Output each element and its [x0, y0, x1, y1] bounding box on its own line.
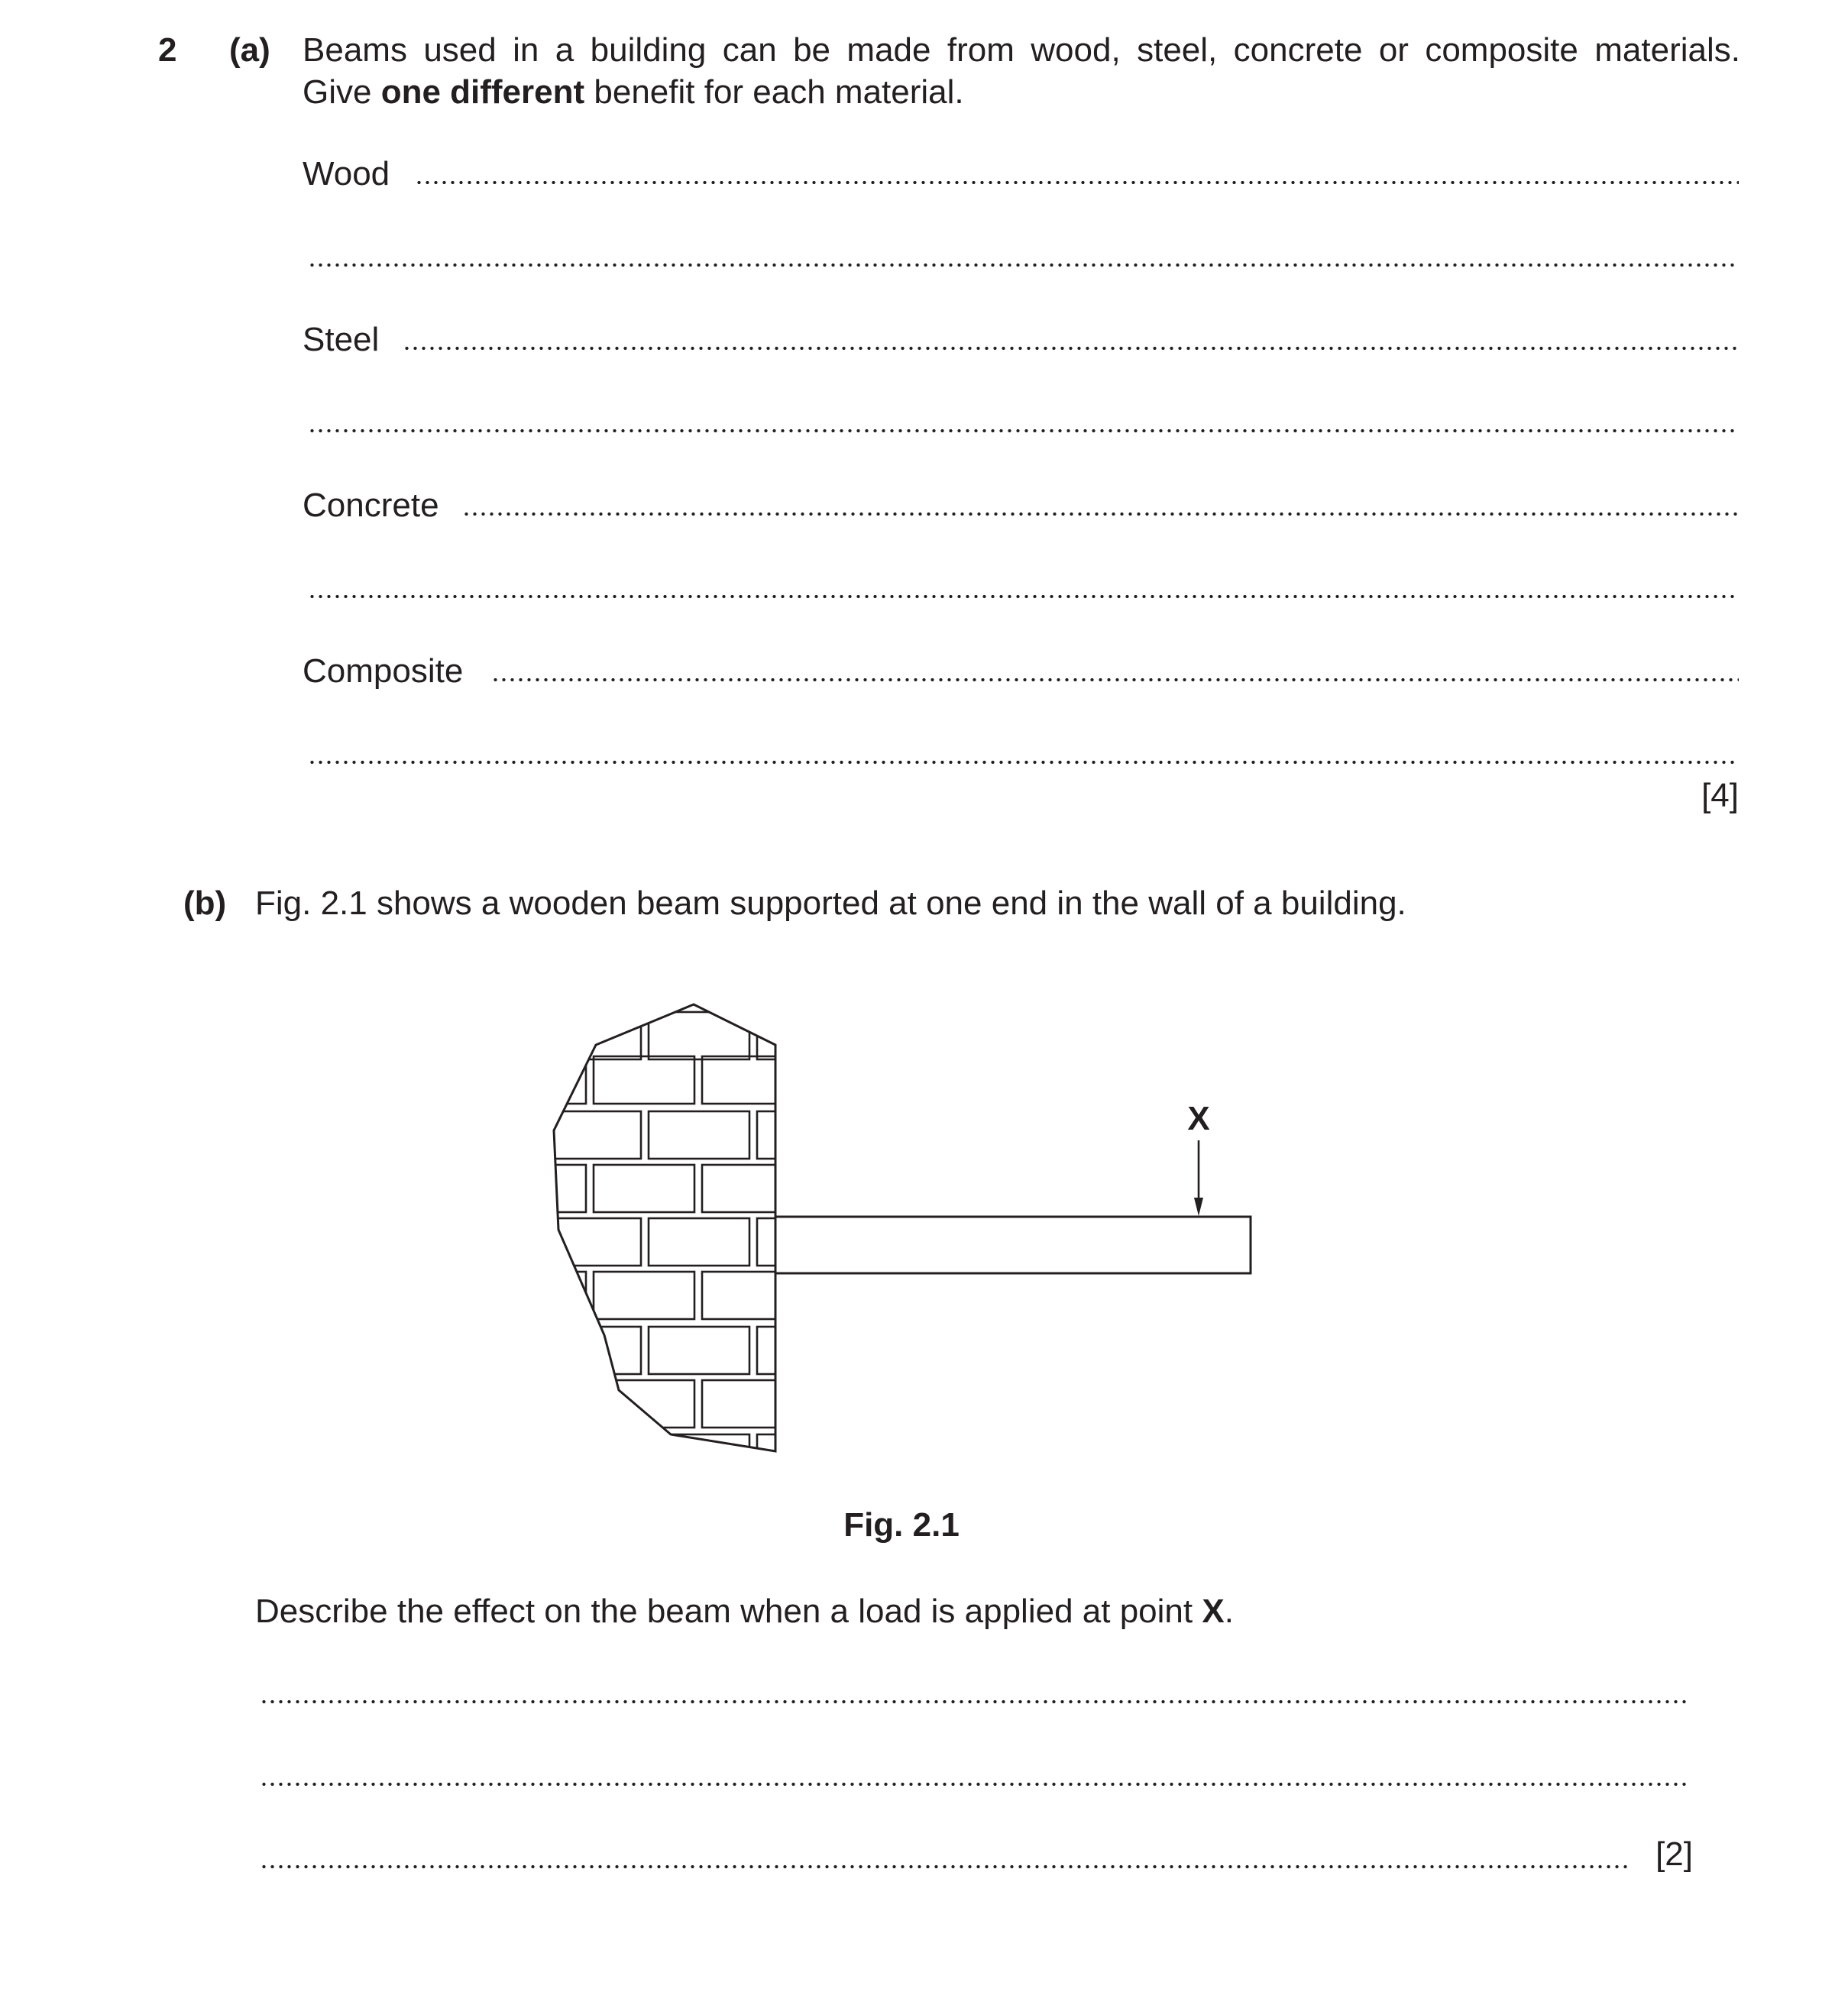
brick [594, 1056, 694, 1104]
brick [649, 1218, 749, 1266]
wooden-beam [775, 1217, 1251, 1273]
brick [594, 1165, 694, 1212]
brick [702, 1165, 803, 1212]
brick [811, 1272, 911, 1319]
part-b-prompt-pre: Describe the effect on the beam when a load is applied at point [255, 1593, 1202, 1630]
wall-outline [554, 1004, 775, 1451]
point-x-label: X [1187, 1100, 1210, 1137]
answer-line-b-3[interactable] [260, 1864, 1628, 1869]
part-a-line2-bold: one different [380, 73, 585, 111]
part-a-line2-pre: Give [303, 73, 381, 111]
brick [485, 1272, 586, 1319]
brick [649, 1111, 749, 1159]
brick [485, 1165, 586, 1212]
part-a-label: (a) [229, 31, 270, 69]
brick [432, 1218, 532, 1266]
figure-caption: Fig. 2.1 [843, 1506, 960, 1544]
brick [594, 1272, 694, 1319]
brick [811, 1380, 911, 1428]
material-label-steel: Steel [303, 321, 380, 358]
brick [757, 1012, 858, 1059]
part-a-marks: [4] [1701, 777, 1739, 814]
brick [649, 1012, 749, 1059]
material-label-concrete: Concrete [303, 487, 439, 524]
question-number: 2 [158, 31, 177, 69]
brick [540, 1012, 641, 1059]
load-arrow-head [1194, 1198, 1203, 1216]
part-b-intro: Fig. 2.1 shows a wooden beam supported at one end in the wall of a building. [255, 884, 1406, 922]
brick [540, 1327, 641, 1374]
brick [811, 1056, 911, 1104]
brick [432, 1012, 532, 1059]
brick [702, 1380, 803, 1428]
part-a-line1: Beams used in a building can be made from wood, steel, concrete or composite materials. [303, 31, 1740, 69]
answer-line-b-2[interactable] [260, 1782, 1691, 1787]
brick [540, 1218, 641, 1266]
material-label-composite: Composite [303, 652, 464, 690]
brick [649, 1434, 749, 1482]
answer-line-b-1[interactable] [260, 1699, 1691, 1704]
material-label-wood: Wood [303, 155, 390, 192]
brick [432, 1327, 532, 1374]
part-b-prompt-post: . [1224, 1593, 1234, 1630]
brick [594, 1380, 694, 1428]
brick [811, 1165, 911, 1212]
part-b-prompt-bold: X [1202, 1593, 1225, 1630]
part-a-line2-post: benefit for each material. [584, 73, 964, 111]
brick [757, 1111, 858, 1159]
brick [702, 1272, 803, 1319]
brick [757, 1327, 858, 1374]
brick [649, 1327, 749, 1374]
brick [540, 1434, 641, 1482]
brick [432, 1111, 532, 1159]
part-b-label: (b) [183, 884, 227, 922]
part-b-marks: [2] [1655, 1835, 1693, 1873]
brick [432, 1434, 532, 1482]
brick [757, 1434, 858, 1482]
part-b-prompt [255, 1590, 1234, 1632]
brick [702, 1056, 803, 1104]
brick [485, 1380, 586, 1428]
